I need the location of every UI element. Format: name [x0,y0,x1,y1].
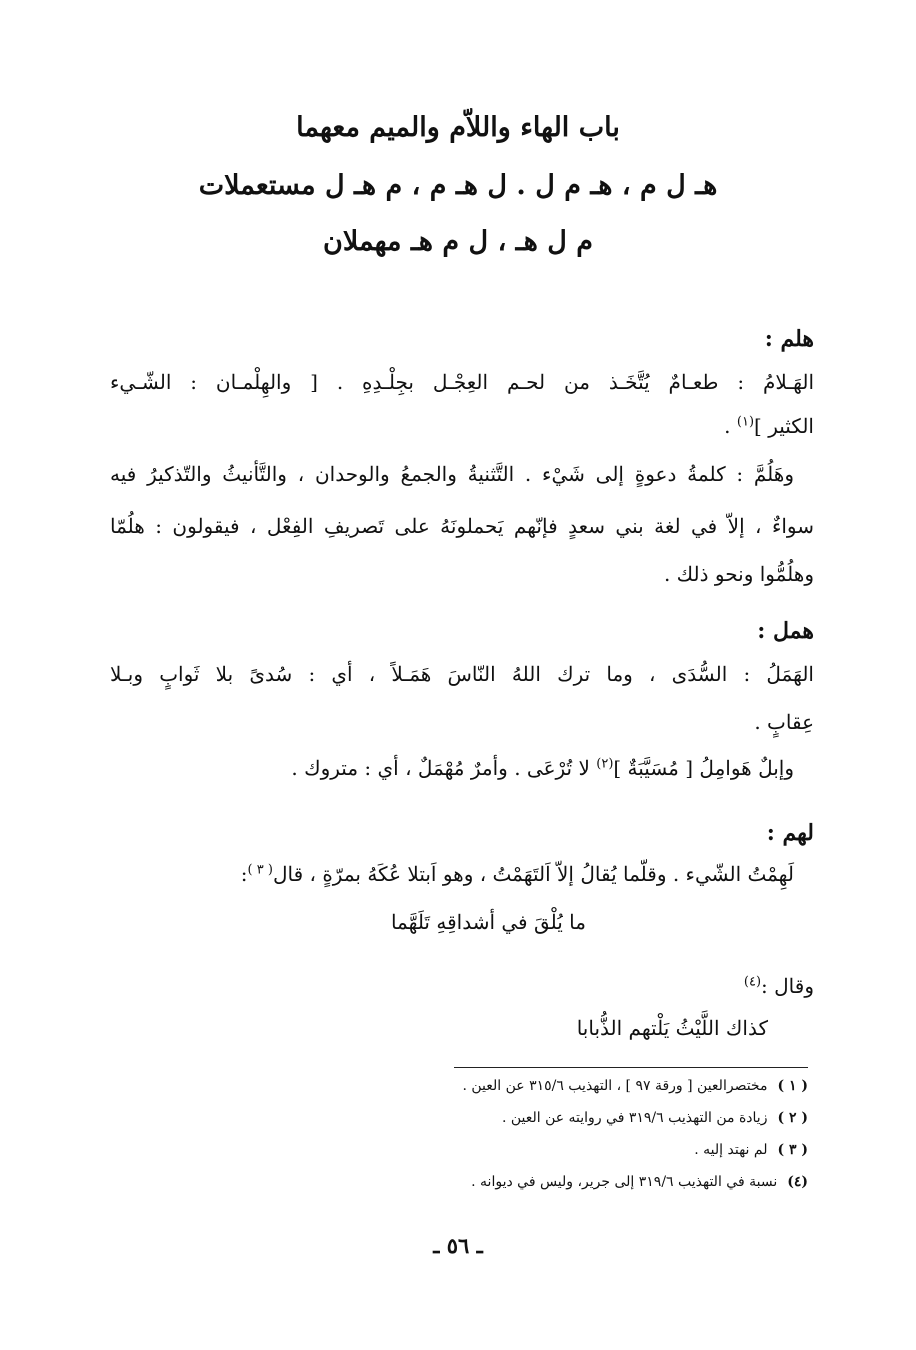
entry-line: عِقابٍ . [754,710,814,734]
footnote-text: لم نهتد إليه . [694,1142,768,1158]
footnote-ref[interactable]: (٢) [596,756,614,772]
footnote-number: (٤) [787,1174,808,1190]
page-number: ـ ٥٦ ـ [433,1233,483,1258]
footnote-divider [454,1067,808,1068]
entry-heading-lahm: لهم : [766,820,814,846]
footnote [471,1174,808,1190]
entry-line: وهلُمُّوا ونحو ذلك . [663,562,814,586]
chapter-subtitle-used-roots: هـ ل م ، هـ م ل . ل هـ م ، م هـ ل مستعملات [198,170,718,201]
entry-line: وهَلُمَّ : كلمةُ دعوةٍ إلى شَيْء . التَّثنيةُ والجمعُ والوحدان ، والتَّأنيثُ والتّذكيرُ فيه [110,462,794,486]
verse-line: ما يُلْقَ في أشداقِهِ تَلَهَّما [390,910,586,934]
verse-line: كذاك اللَّيْثُ يَلْتهم الذُّبابا [576,1016,768,1040]
entry-heading-halm: هلم : [764,326,814,352]
footnote [462,1078,808,1094]
footnote-text: مختصرالعين [ ورقة ٩٧ ] ، التهذيب ٣١٥/٦ عن العين . [462,1078,768,1094]
footnote-number: ( ١ ) [777,1078,808,1094]
entry-line: وإبلٌ هَوامِلُ [ مُسَيَّبَةٌ ]$^{(٢)}$ لا تُرْعَى . وأمرٌ مُهْمَلٌ ، أي : متروك . [291,756,794,780]
entry-line: لَهِمْتُ الشّيء . وقلّما يُقالُ إلاّ اَلتَهَمْتُ ، وهو اَبتلا عُكَهُ بمرّةٍ ، قال$^{( ٣ )}$: [240,862,794,886]
footnote-number: ( ٢ ) [777,1110,808,1126]
chapter-subtitle-unused-roots: م ل هـ ، ل م هـ مهملان [323,226,593,257]
footnote-number: ( ٣ ) [777,1142,808,1158]
entry-heading-haml: همل : [757,618,814,644]
footnote [694,1142,808,1158]
entry-line: الهَمَلُ : السُّدَى ، وما ترك اللهُ النّاسَ هَمَـلاً ، أي : سُدىً بلا ثَوابٍ وبـلا [110,662,814,686]
entry-line: وقال :$^{(٤)}$ [743,974,814,998]
chapter-title: باب الهاء واللاّم والميم معهما [296,112,620,143]
footnote-text: زيادة من التهذيب ٣١٩/٦ في روايته عن العين . [501,1110,768,1126]
footnote-ref[interactable]: (١) [736,414,755,430]
footnote-ref[interactable]: ( ٣ ) [247,862,273,878]
entry-line: الكثير ]$^{(١)}$ . [724,414,814,438]
entry-line: الهَـلامُ : طعـامٌ يُتَّخَـذ من لحـم العِجْـل بجِلْـدِهِ . [ والهِلْمـان : الشّـيء [110,370,814,394]
footnote [502,1110,808,1126]
footnote-text: نسبة في التهذيب ٣١٩/٦ إلى جرير، وليس في ديوانه . [471,1174,778,1190]
footnote-ref[interactable]: (٤) [743,974,762,990]
entry-line: سواءٌ ، إلاّ في لغة بني سعدٍ فإنّهم يَحملونَهُ على تَصريفِ الفِعْل ، فيقولون : هلُمّا [110,514,814,538]
